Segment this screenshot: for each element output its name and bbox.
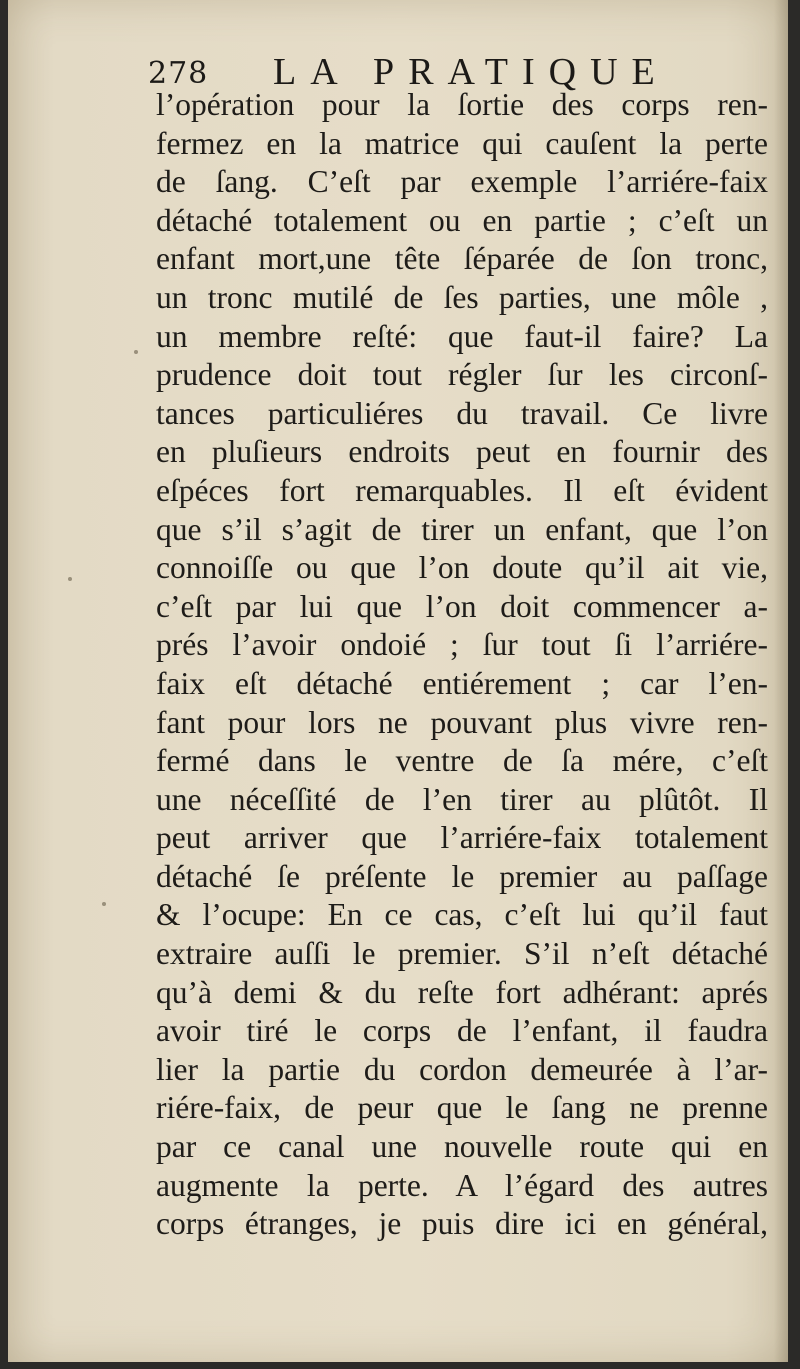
text-line: corps étranges, je puis dire ici en général, [156,1206,768,1242]
text-line: de ſang. C’eſt par exemple l’arriére-faix [156,164,768,200]
margin-speck [68,577,72,581]
text-line: qu’à demi & du reſte fort adhérant: aprés [156,974,768,1010]
text-line: & l’ocupe: En ce cas, c’eſt lui qu’il faut [156,897,768,933]
text-line: prés l’avoir ondoié ; ſur tout ſi l’arriére- [156,627,768,663]
text-line: en pluſieurs endroits peut en fournir des [156,434,768,470]
text-line: une néceſſité de l’en tirer au plûtôt. Il [156,781,768,817]
book-page [8,0,788,1362]
text-line: extraire auſſi le premier. S’il n’eſt détaché [156,936,768,972]
body-text [156,86,768,1244]
text-line: augmente la perte. A l’égard des autres [156,1167,768,1203]
text-line: fermé dans le ventre de ſa mére, c’eſt [156,743,768,779]
text-line: l’opération pour la ſortie des corps ren- [156,87,768,122]
text-line: c’eſt par lui que l’on doit commencer a- [156,588,768,624]
text-line: faix eſt détaché entiérement ; car l’en- [156,665,768,701]
margin-speck [134,350,138,354]
text-line: enfant mort,une tête ſéparée de ſon tronc, [156,241,768,277]
text-line: eſpéces fort remarquables. Il eſt évident [156,472,768,508]
text-line: un membre reſté: que faut-il faire? La [156,318,768,354]
text-line: connoiſſe ou que l’on doute qu’il ait vie, [156,550,768,586]
text-line: tances particuliéres du travail. Ce livre [156,395,768,431]
text-line: fermez en la matrice qui cauſent la perte [156,125,768,161]
margin-speck [102,902,106,906]
text-line: détaché totalement ou en partie ; c’eſt un [156,202,768,238]
text-line: détaché ſe préſente le premier au paſſage [156,858,768,894]
text-line: prudence doit tout régler ſur les circonſ- [156,357,768,393]
text-line: fant pour lors ne pouvant plus vivre ren- [156,704,768,740]
text-line: par ce canal une nouvelle route qui en [156,1129,768,1165]
text-line: riére-faix, de peur que le ſang ne prenne [156,1090,768,1126]
text-line: avoir tiré le corps de l’enfant, il faudra [156,1013,768,1049]
text-line: peut arriver que l’arriére-faix totalement [156,820,768,856]
page-number: 278 [148,56,209,91]
running-head-title: LA PRATIQUE [273,51,669,93]
text-line: lier la partie du cordon demeurée à l’ar- [156,1051,768,1087]
text-line: un tronc mutilé de ſes parties, une môle , [156,279,768,315]
text-line: que s’il s’agit de tirer un enfant, que l’on [156,511,768,547]
